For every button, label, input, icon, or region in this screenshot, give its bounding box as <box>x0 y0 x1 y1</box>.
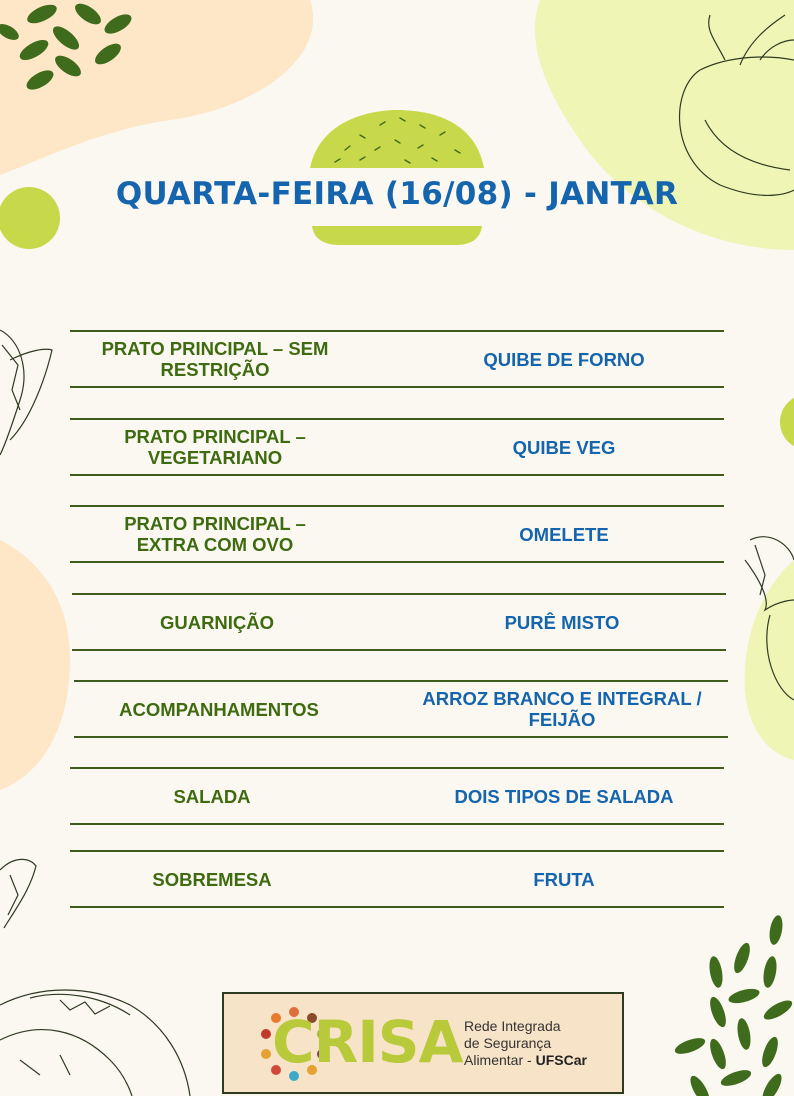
page-title: QUARTA-FEIRA (16/08) - JANTAR <box>115 176 679 212</box>
menu-dish: OMELETE <box>519 523 609 545</box>
crisa-logo-box <box>222 992 624 1094</box>
menu-dish: FRUTA <box>533 868 595 890</box>
table-row <box>70 505 724 563</box>
menu-dish: QUIBE VEG <box>512 436 616 458</box>
menu-category: GUARNIÇÃO <box>159 611 275 633</box>
table-row <box>70 767 724 825</box>
crisa-logo-text: CRISA <box>272 1008 463 1076</box>
table-row <box>74 680 728 738</box>
menu-dish: DOIS TIPOS DE SALADA <box>454 785 674 807</box>
logo-caption-line <box>464 1052 587 1069</box>
table-row <box>70 330 724 388</box>
menu-category: ACOMPANHAMENTOS <box>119 698 319 720</box>
logo-caption-org: UFSCar <box>535 1052 587 1068</box>
logo-caption-prefix: Alimentar - <box>464 1052 536 1068</box>
table-row <box>70 418 724 476</box>
menu-category: SOBREMESA <box>152 868 272 890</box>
menu-category: SALADA <box>173 785 251 807</box>
logo-caption-line: de Segurança <box>464 1035 552 1051</box>
menu-category: PRATO PRINCIPAL – VEGETARIANO <box>124 426 306 468</box>
menu-category: PRATO PRINCIPAL – SEM RESTRIÇÃO <box>101 338 329 380</box>
table-row <box>72 593 726 651</box>
menu-dish: PURÊ MISTO <box>504 611 620 633</box>
table-row <box>70 850 724 908</box>
logo-caption-line: Rede Integrada <box>464 1018 561 1034</box>
menu-dish: QUIBE DE FORNO <box>483 348 645 370</box>
menu-category: PRATO PRINCIPAL – EXTRA COM OVO <box>124 513 306 555</box>
logo-caption <box>464 1018 587 1069</box>
menu-dish: ARROZ BRANCO E INTEGRAL / FEIJÃO <box>422 688 702 730</box>
